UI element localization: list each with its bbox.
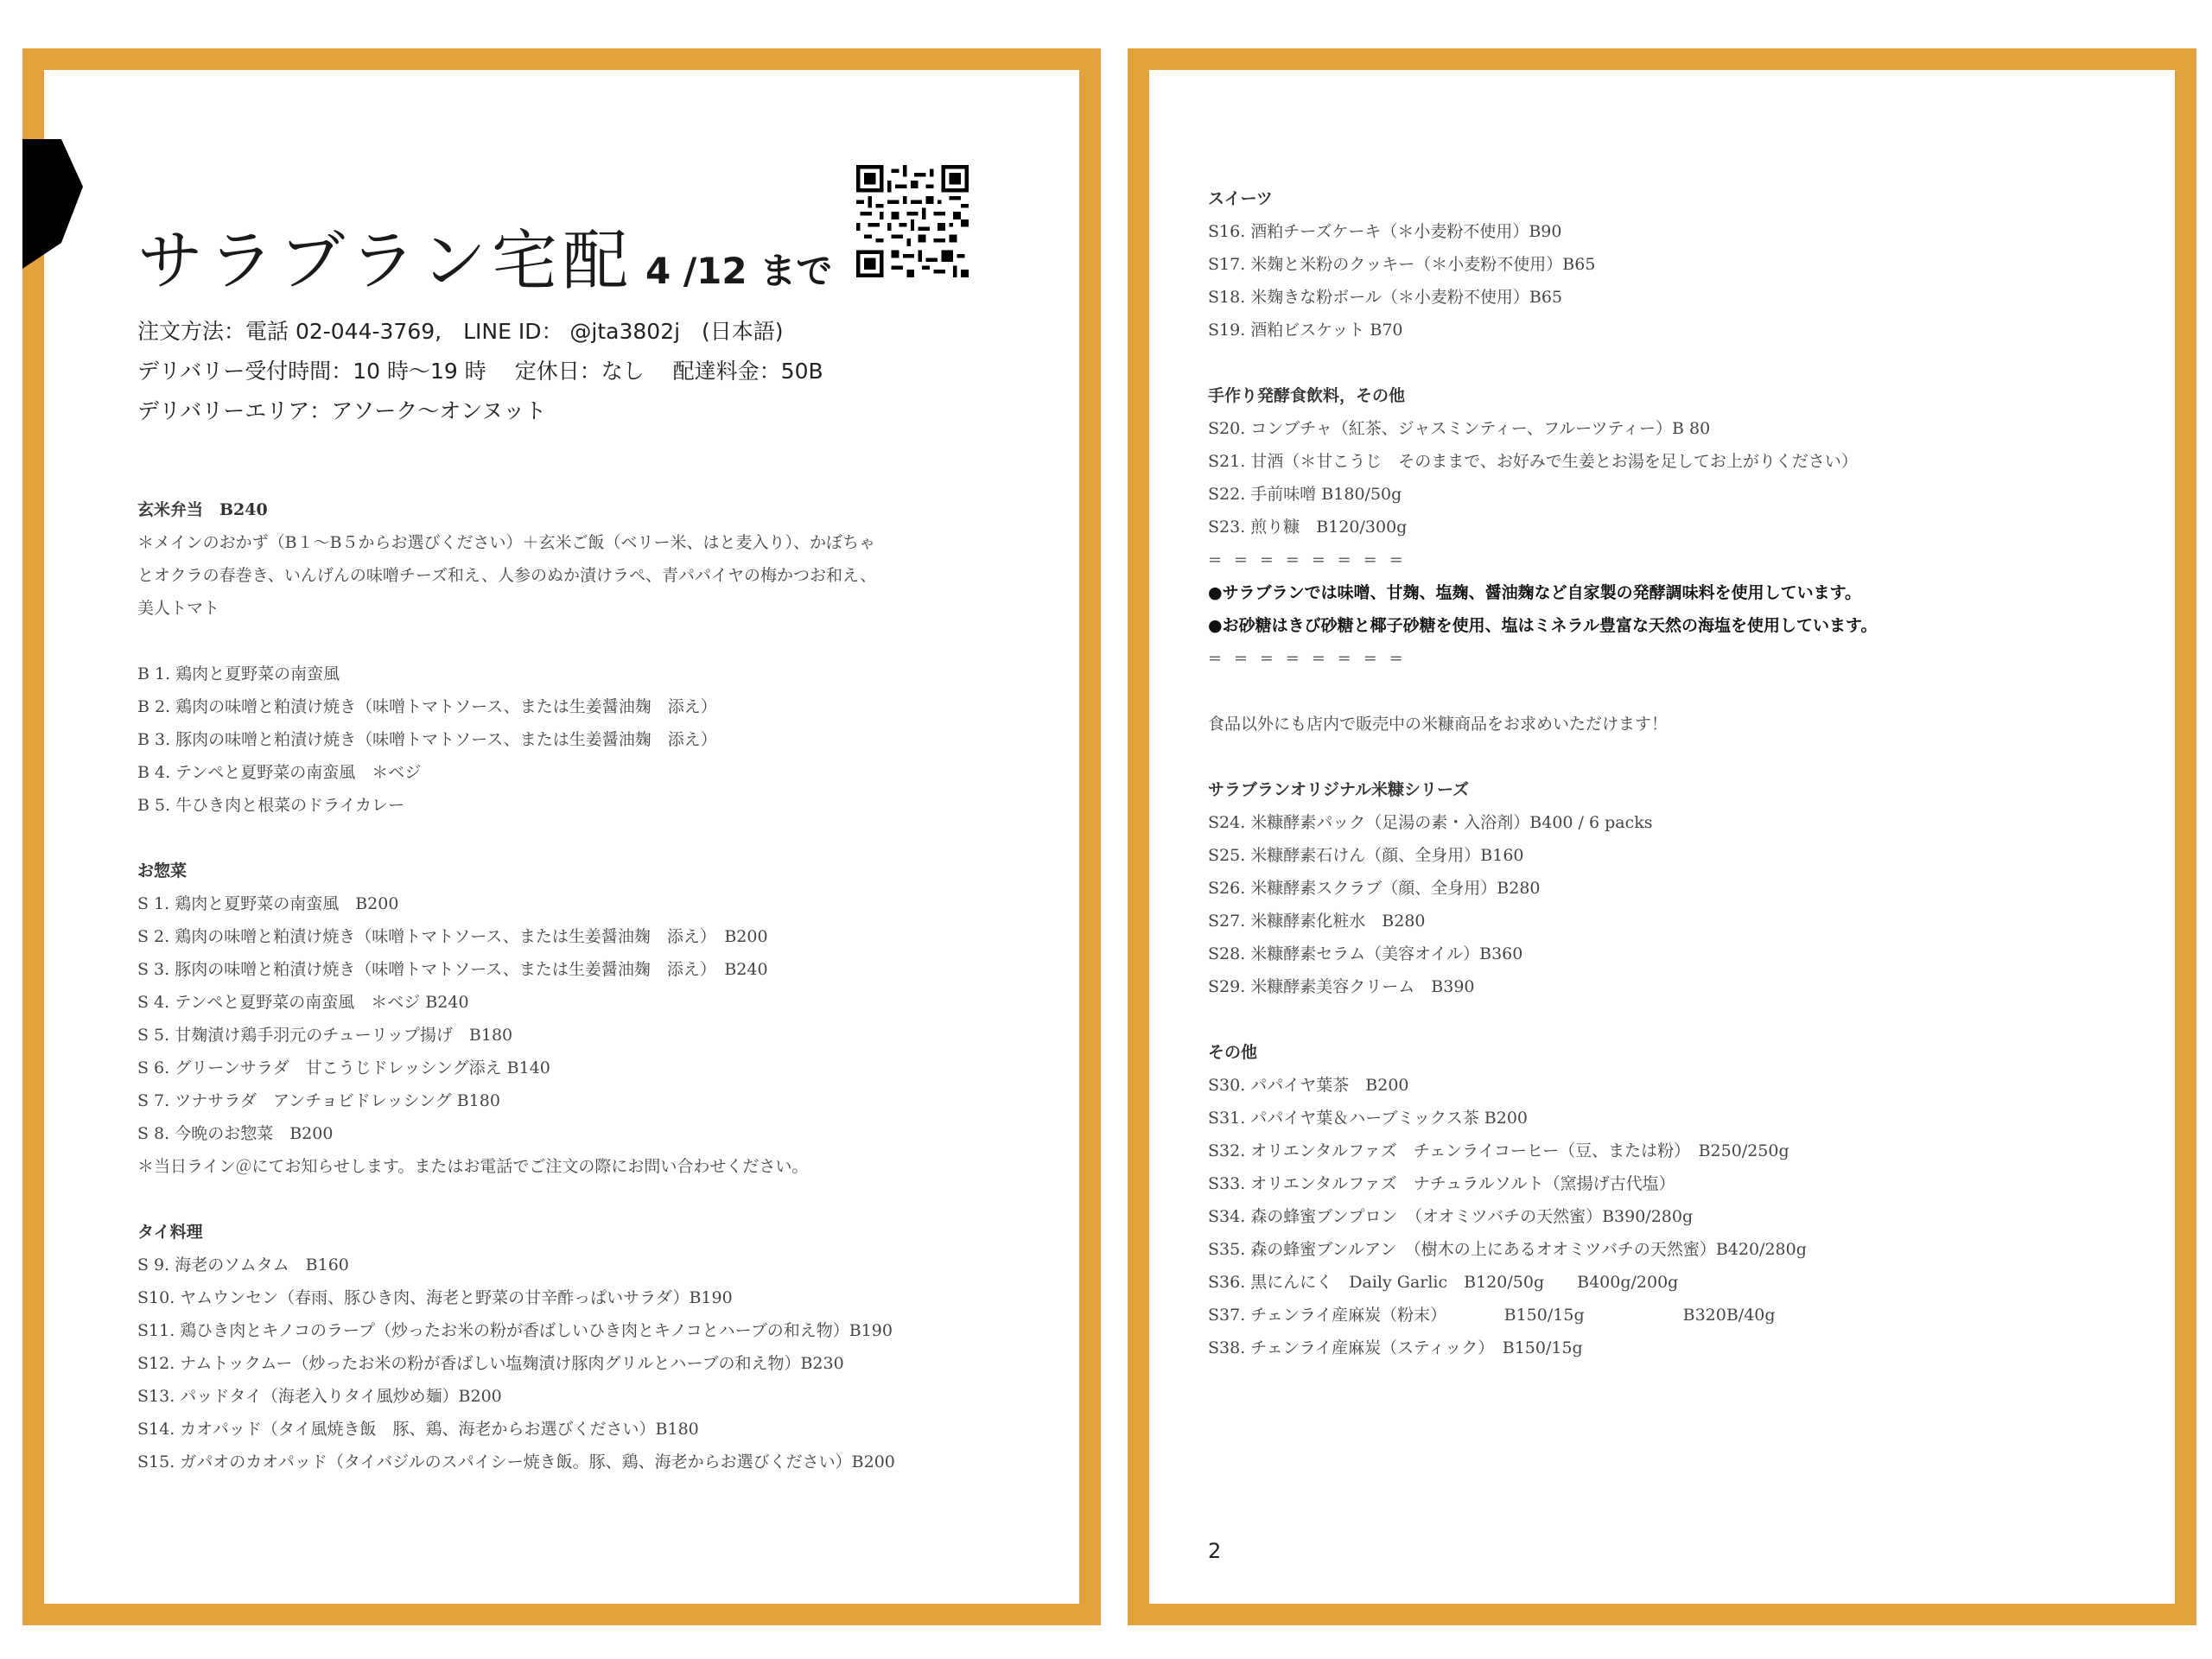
- menu-item: S 6. グリーンサラダ 甘こうじドレッシング添え B140: [137, 1058, 550, 1077]
- page-title: サラブラン宅配: [137, 222, 633, 299]
- menu-item: B 1. 鶏肉と夏野菜の南蛮風: [137, 664, 340, 683]
- shop-note: 食品以外にも店内で販売中の米糠商品をお求めいただけます！: [1208, 715, 1669, 734]
- bookmark-tab-icon: [22, 139, 83, 269]
- sozai-note: ＊当日ライン＠にてお知らせします。またはお電話でご注文の際にお問い合わせください。: [137, 1157, 809, 1176]
- menu-item: B 4. テンペと夏野菜の南蛮風 ＊ベジ: [137, 763, 422, 782]
- menu-page-1: [22, 48, 1101, 1625]
- sweets-title: スイーツ: [1208, 189, 1273, 208]
- bento-note: [137, 526, 1062, 625]
- menu-item: S17. 米麹と米粉のクッキー（＊小麦粉不使用）B65: [1208, 255, 1596, 274]
- thai-title: タイ料理: [137, 1223, 203, 1242]
- menu-item: B 2. 鶏肉の味噌と粕漬け焼き（味噌トマトソース、または生姜醤油麹 添え）: [137, 697, 717, 716]
- notice-line: ●サラブランでは味噌、甘麹、塩麹、醤油麹など自家製の発酵調味料を使用しています。: [1208, 583, 1862, 602]
- menu-item: S 2. 鶏肉の味噌と粕漬け焼き（味噌トマトソース、または生姜醤油麹 添え） B200: [137, 927, 768, 946]
- menu-item: S30. パパイヤ葉茶 B200: [1208, 1076, 1409, 1095]
- menu-item: S10. ヤムウンセン（春雨、豚ひき肉、海老と野菜の甘辛酢っぱいサラダ）B190: [137, 1288, 733, 1307]
- separator: = = = = = = = =: [1208, 649, 1407, 668]
- menu-item: S 4. テンペと夏野菜の南蛮風 ＊ベジ B240: [137, 993, 469, 1012]
- menu-item: S23. 煎り糠 B120/300g: [1208, 518, 1408, 537]
- menu-item: S12. ナムトックムー（炒ったお米の粉が香ばしい塩麹漬け豚肉グリルとハーブの和え物）B230: [137, 1354, 844, 1373]
- menu-item: S35. 森の蜂蜜ブンルアン （樹木の上にあるオオミツバチの天然蜜）B420/280g: [1208, 1240, 1807, 1259]
- menu-item: S 5. 甘麹漬け鶏手羽元のチューリップ揚げ B180: [137, 1026, 513, 1045]
- page-number: 2: [1208, 1539, 1222, 1563]
- menu-item: S21. 甘酒（＊甘こうじ そのままで、お好みで生姜とお湯を足してお上がりください）: [1208, 452, 1858, 471]
- menu-item: S13. パッドタイ（海老入りタイ風炒め麺）B200: [137, 1387, 502, 1406]
- menu-item: S37. チェンライ産麻炭（粉末） B150/15g B320B/40g: [1208, 1306, 1776, 1325]
- menu-item: S36. 黒にんにく Daily Garlic B120/50g B400g/200g: [1208, 1273, 1679, 1292]
- menu-item: S15. ガパオのカオパッド（タイバジルのスパイシー焼き飯。豚、鶏、海老からお選びください）B200: [137, 1452, 895, 1471]
- menu-item: S22. 手前味噌 B180/50g: [1208, 485, 1402, 504]
- drinks-title: 手作り発酵食飲料，その他: [1208, 386, 1406, 405]
- menu-item: S27. 米糠酵素化粧水 B280: [1208, 912, 1426, 931]
- notice-line: ●お砂糖はきび砂糖と椰子砂糖を使用、塩はミネラル豊富な天然の海塩を使用しています。: [1208, 616, 1878, 635]
- menu-item: S18. 米麹きな粉ボール（＊小麦粉不使用）B65: [1208, 288, 1563, 307]
- menu-item: S 3. 豚肉の味噌と粕漬け焼き（味噌トマトソース、または生姜醤油麹 添え） B240: [137, 960, 768, 979]
- menu-item: S14. カオパッド（タイ風焼き飯 豚、鶏、海老からお選びください）B180: [137, 1420, 699, 1439]
- bento-note-line: とオクラの春巻き、いんげんの味噌チーズ和え、人参のぬか漬けラペ、青パパイヤの梅かつお和え、: [137, 566, 877, 585]
- menu-item: S16. 酒粕チーズケーキ（＊小麦粉不使用）B90: [1208, 222, 1562, 241]
- menu-item: S20. コンブチャ（紅茶、ジャスミンティー、フルーツティー）B 80: [1208, 419, 1711, 438]
- menu-item: S31. パパイヤ葉＆ハーブミックス茶 B200: [1208, 1109, 1529, 1128]
- title-row: [137, 208, 832, 302]
- qr-code-icon: [856, 165, 969, 277]
- menu-item: S25. 米糠酵素石けん（顔、全身用）B160: [1208, 846, 1524, 865]
- menu-item: S 7. ツナサラダ アンチョビドレッシング B180: [137, 1091, 500, 1110]
- menu-item: S19. 酒粕ビスケット B70: [1208, 321, 1403, 340]
- info-delivery-area: デリバリーエリア：アソーク〜オンヌット: [137, 398, 547, 423]
- bento-note-line: 美人トマト: [137, 599, 220, 618]
- menu-item: S29. 米糠酵素美容クリーム B390: [1208, 977, 1475, 996]
- order-info: [137, 312, 823, 431]
- sozai-title: お惣菜: [137, 861, 188, 880]
- menu-item: S38. チェンライ産麻炭（スティック） B150/15g: [1208, 1338, 1583, 1357]
- info-delivery-hours: デリバリー受付時間：10 時〜19 時 定休日：なし 配達料金：50B: [137, 359, 823, 384]
- menu-item: S24. 米糠酵素パック（足湯の素・入浴剤）B400 / 6 packs: [1208, 813, 1653, 832]
- page1-content: [137, 493, 1062, 1478]
- others-title: その他: [1208, 1043, 1258, 1062]
- menu-item: S 9. 海老のソムタム B160: [137, 1255, 349, 1274]
- menu-item: S26. 米糠酵素スクラブ（顔、全身用）B280: [1208, 879, 1541, 898]
- menu-item: S 1. 鶏肉と夏野菜の南蛮風 B200: [137, 894, 399, 913]
- bento-title: 玄米弁当 B240: [137, 500, 268, 519]
- menu-item: S11. 鶏ひき肉とキノコのラープ（炒ったお米の粉が香ばしいひき肉とキノコとハーブの和え物）B190: [137, 1321, 893, 1340]
- menu-item: S28. 米糠酵素セラム（美容オイル）B360: [1208, 944, 1523, 963]
- menu-item: B 3. 豚肉の味噌と粕漬け焼き（味噌トマトソース、または生姜醤油麹 添え）: [137, 730, 717, 749]
- menu-item: S32. オリエンタルファズ チェンライコーヒー（豆、または粉） B250/250g: [1208, 1141, 1789, 1160]
- menu-item: B 5. 牛ひき肉と根菜のドライカレー: [137, 796, 405, 815]
- title-date: 4 /12 まで: [645, 250, 833, 292]
- menu-item: S34. 森の蜂蜜ブンプロン （オオミツバチの天然蜜）B390/280g: [1208, 1207, 1694, 1226]
- original-series-title: サラブランオリジナル米糠シリーズ: [1208, 780, 1470, 799]
- separator: = = = = = = = =: [1208, 550, 1407, 569]
- bento-note-line: ＊メインのおかず（B１〜B５からお選びください）＋玄米ご飯（ベリー米、はと麦入り）、かぼちゃ: [137, 533, 876, 552]
- menu-item: S33. オリエンタルファズ ナチュラルソルト（窯揚げ古代塩）: [1208, 1174, 1675, 1193]
- menu-item: S 8. 今晩のお惣菜 B200: [137, 1124, 334, 1143]
- menu-page-2: [1128, 48, 2196, 1625]
- page2-content: [1208, 182, 2176, 1364]
- info-order-method: 注文方法：電話 02-044-3769, LINE ID： @jta3802j (日本語): [137, 319, 784, 344]
